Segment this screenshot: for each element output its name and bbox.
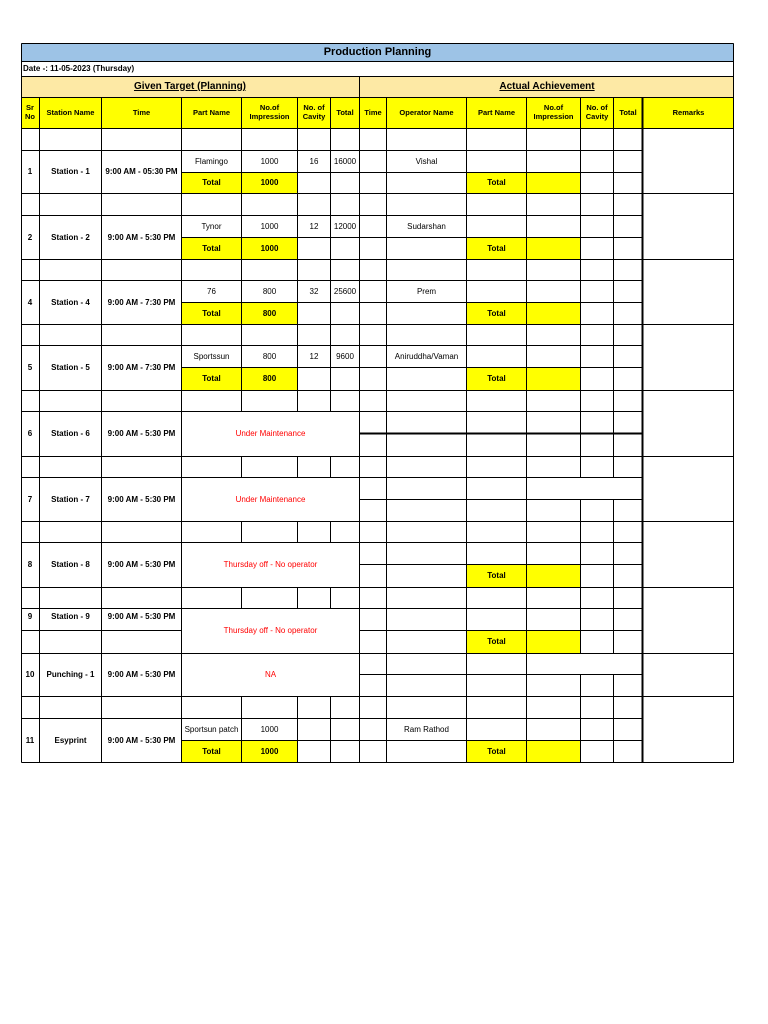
total: 16000 bbox=[333, 156, 357, 166]
station-time: 9:00 AM - 5:30 PM bbox=[107, 612, 176, 621]
station-time: 9:00 AM - 5:30 PM bbox=[107, 736, 176, 746]
total: 25600 bbox=[333, 286, 357, 296]
actual-total-label: Total bbox=[467, 238, 526, 259]
section-actual: Actual Achievement bbox=[360, 76, 734, 97]
station-time: 9:00 AM - 05:30 PM bbox=[105, 167, 178, 177]
total: 12000 bbox=[333, 221, 357, 231]
header-impressions: No.of Impression bbox=[242, 98, 297, 128]
operator-name: Vishal bbox=[415, 156, 438, 166]
total: 9600 bbox=[336, 351, 354, 361]
header-remarks: Remarks bbox=[643, 98, 734, 128]
sr-no: 9 bbox=[27, 612, 33, 621]
part-name: Flamingo bbox=[195, 156, 228, 166]
sr-no: 11 bbox=[25, 736, 35, 746]
station-name: Station - 5 bbox=[51, 363, 90, 373]
status-text: Thursday off - No operator bbox=[223, 560, 318, 570]
sr-no: 1 bbox=[27, 167, 33, 177]
sr-no: 2 bbox=[27, 232, 33, 242]
status-text: Thursday off - No operator bbox=[223, 626, 318, 636]
station-time: 9:00 AM - 5:30 PM bbox=[107, 494, 176, 504]
operator-name: Sudarshan bbox=[407, 221, 446, 231]
total-impressions: 1000 bbox=[242, 741, 297, 763]
part-name: Sportsun patch bbox=[184, 725, 239, 735]
impressions: 1000 bbox=[260, 221, 279, 231]
sr-no: 6 bbox=[27, 429, 33, 439]
station-name: Station - 1 bbox=[51, 167, 90, 177]
total-label: Total bbox=[182, 741, 241, 763]
header-cavity: No. of Cavity bbox=[298, 98, 330, 128]
sheet-title: Production Planning bbox=[21, 43, 734, 61]
station-time: 9:00 AM - 5:30 PM bbox=[107, 669, 176, 679]
sr-no: 7 bbox=[27, 494, 33, 504]
total-impressions: 800 bbox=[242, 303, 297, 324]
sr-no: 4 bbox=[27, 297, 33, 307]
total-label: Total bbox=[182, 303, 241, 324]
date-label: Date -: 11-05-2023 (Thursday) bbox=[23, 63, 135, 73]
sr-no: 8 bbox=[27, 560, 33, 570]
station-time: 9:00 AM - 5:30 PM bbox=[107, 560, 176, 570]
header-actual-cavity: No. of Cavity bbox=[581, 98, 613, 128]
part-name: 76 bbox=[207, 286, 216, 296]
header-actual-total: Total bbox=[614, 98, 642, 128]
header-operator-name: Operator Name bbox=[387, 98, 466, 128]
cavity: 32 bbox=[309, 286, 319, 296]
actual-total-label: Total bbox=[467, 741, 526, 763]
total-impressions: 1000 bbox=[242, 238, 297, 259]
total-label: Total bbox=[182, 368, 241, 390]
station-time: 9:00 AM - 5:30 PM bbox=[107, 232, 176, 242]
production-planning-sheet bbox=[21, 43, 734, 763]
actual-total-label: Total bbox=[467, 368, 526, 390]
cavity: 12 bbox=[309, 351, 319, 361]
station-name: Esyprint bbox=[54, 736, 87, 746]
status-text: Under Maintenance bbox=[235, 429, 306, 439]
header-actual-impressions: No.of Impression bbox=[527, 98, 580, 128]
station-name: Station - 9 bbox=[51, 612, 90, 621]
impressions: 1000 bbox=[260, 725, 279, 735]
total-impressions: 1000 bbox=[242, 173, 297, 193]
total-label: Total bbox=[182, 173, 241, 193]
actual-total-label: Total bbox=[467, 565, 526, 587]
station-name: Station - 2 bbox=[51, 232, 90, 242]
station-name: Station - 6 bbox=[51, 429, 90, 439]
header-actual-part-name: Part Name bbox=[467, 98, 526, 128]
station-time: 9:00 AM - 7:30 PM bbox=[107, 297, 176, 307]
station-name: Station - 7 bbox=[51, 494, 90, 504]
table-grid bbox=[21, 43, 734, 763]
actual-total-label: Total bbox=[467, 173, 526, 193]
station-name: Station - 4 bbox=[51, 297, 90, 307]
operator-name: Prem bbox=[416, 286, 437, 296]
impressions: 1000 bbox=[260, 156, 279, 166]
operator-name: Ram Rathod bbox=[404, 725, 449, 735]
station-time: 9:00 AM - 7:30 PM bbox=[107, 363, 176, 373]
header-total: Total bbox=[331, 98, 359, 128]
station-name: Station - 8 bbox=[51, 560, 90, 570]
status-text: Under Maintenance bbox=[235, 494, 306, 504]
section-planning: Given Target (Planning) bbox=[21, 76, 359, 97]
part-name: Sportssun bbox=[193, 351, 230, 361]
sr-no: 10 bbox=[25, 669, 35, 679]
header-time: Time bbox=[102, 98, 181, 128]
total-label: Total bbox=[182, 238, 241, 259]
total-impressions: 800 bbox=[242, 368, 297, 390]
actual-total-label: Total bbox=[467, 303, 526, 324]
sr-no: 5 bbox=[27, 363, 33, 373]
actual-total-label: Total bbox=[467, 631, 526, 653]
impressions: 800 bbox=[262, 286, 277, 296]
header-station-name: Station Name bbox=[40, 98, 101, 128]
station-name: Punching - 1 bbox=[46, 669, 95, 679]
status-text: NA bbox=[264, 669, 277, 679]
part-name: Tynor bbox=[201, 221, 222, 231]
header-actual-time: Time bbox=[360, 98, 386, 128]
station-time: 9:00 AM - 5:30 PM bbox=[107, 429, 176, 439]
operator-name: Aniruddha/Vaman bbox=[394, 351, 459, 361]
impressions: 800 bbox=[262, 351, 277, 361]
header-sr-no: Sr No bbox=[21, 98, 39, 128]
cavity: 16 bbox=[309, 156, 319, 166]
header-part-name: Part Name bbox=[182, 98, 241, 128]
cavity: 12 bbox=[309, 221, 319, 231]
